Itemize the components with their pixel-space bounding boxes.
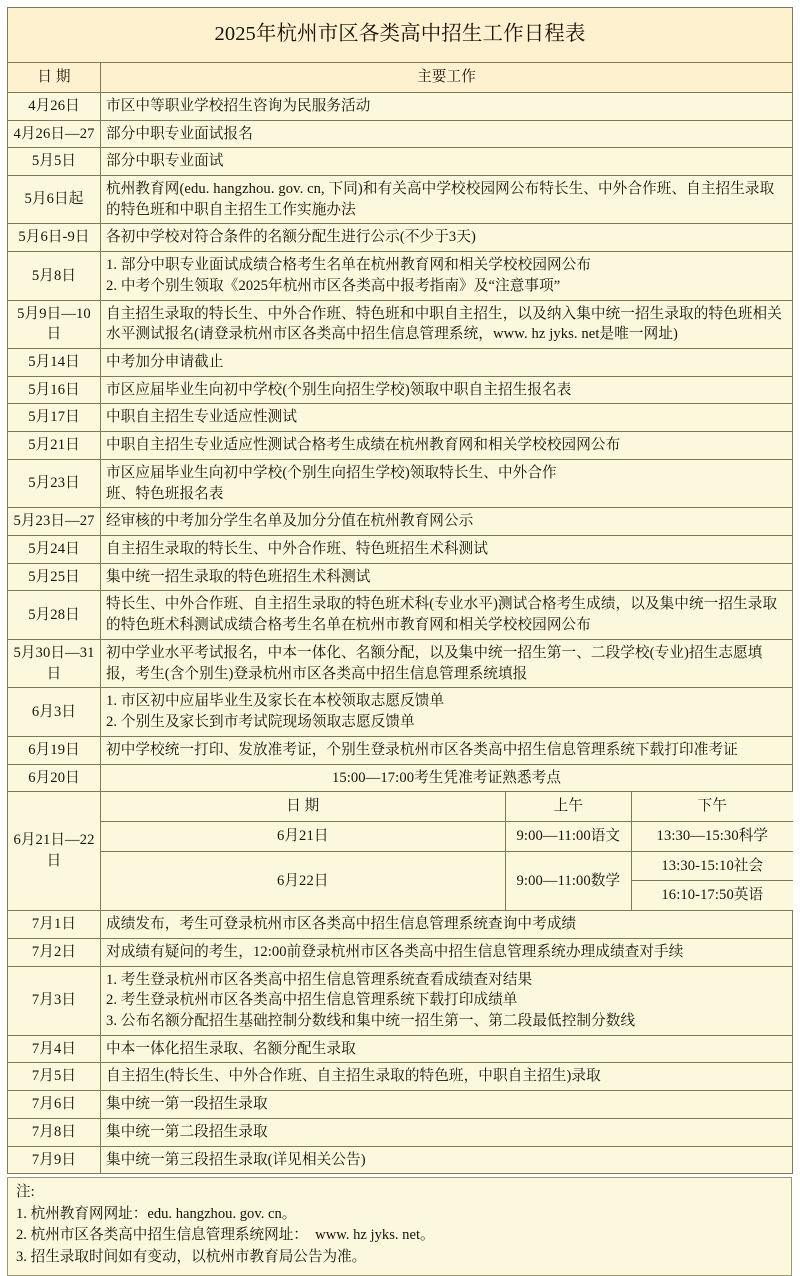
row-work-line: 集中统一第三段招生录取(详见相关公告) xyxy=(106,1151,366,1168)
row-date: 4月26日 xyxy=(8,92,101,120)
row-work-line: 杭州教育网(edu. hangzhou. gov. cn, 下同)和有关高中学校校园网公布特长生、中外合作班、自主招生录取 xyxy=(106,180,775,197)
row-date: 5月30日—31日 xyxy=(8,639,101,687)
title-row xyxy=(8,8,793,63)
row-work-line: 集中统一第一段招生录取 xyxy=(106,1096,268,1113)
exam-day-afternoon: 13:30—15:30科学 xyxy=(632,821,793,851)
exam-schedule-cell xyxy=(101,792,793,911)
row-work xyxy=(101,639,793,687)
row-work-line: 自主招生录取的特长生、中外合作班、特色班和中职自主招生，以及纳入集中统一招生录取的特色班相关 xyxy=(106,305,782,322)
row-work xyxy=(101,966,793,1035)
row-work-line: 初中学业水平考试报名，中本一体化、名额分配，以及集中统一招生第一、二段学校(专业)招生志愿填 xyxy=(106,644,763,661)
table-row xyxy=(8,966,793,1035)
exam-header-date: 日 期 xyxy=(101,792,505,821)
row-date: 6月19日 xyxy=(8,736,101,764)
schedule-table xyxy=(7,7,793,1174)
note-item: 2. 杭州市区各类高中招生信息管理系统网址： www. hz jyks. net。 xyxy=(16,1227,435,1244)
table-row xyxy=(8,1091,793,1119)
row-work xyxy=(101,591,793,639)
row-work xyxy=(101,688,793,736)
table-row xyxy=(8,349,793,377)
table-row xyxy=(8,938,793,966)
row-work-line: 2. 中考个别生领取《2025年杭州市区各类高中报考指南》及“注意事项” xyxy=(106,277,561,294)
row-work-line: 特长生、中外合作班、自主招生录取的特色班术科(专业水平)测试合格考生成绩，以及集中统一招生录取 xyxy=(106,596,778,613)
row-work xyxy=(101,911,793,939)
row-date: 7月6日 xyxy=(8,1091,101,1119)
table-row xyxy=(8,459,793,507)
row-work-line: 集中统一招生录取的特色班招生术科测试 xyxy=(106,568,371,585)
exam-block-date: 6月21日—22日 xyxy=(8,792,101,911)
row-work-line: 中职自主招生专业适应性测试 xyxy=(106,409,298,426)
row-work-line: 中本一体化招生录取、名额分配生录取 xyxy=(106,1040,356,1057)
row-date: 5月24日 xyxy=(8,536,101,564)
row-work-line: 自主招生录取的特长生、中外合作班、特色班招生术科测试 xyxy=(106,541,489,558)
table-row xyxy=(8,688,793,736)
row-date: 7月5日 xyxy=(8,1063,101,1091)
table-row xyxy=(8,376,793,404)
row-work xyxy=(101,432,793,460)
row-work-line: 班、特色班报名表 xyxy=(106,485,224,502)
exam-header-row xyxy=(101,792,793,821)
table-row xyxy=(8,432,793,460)
row-work-line: 自主招生(特长生、中外合作班、自主招生录取的特色班，中职自主招生)录取 xyxy=(106,1068,601,1085)
table-row xyxy=(8,252,793,300)
row-date: 5月14日 xyxy=(8,349,101,377)
row-work-line: 初中学校统一打印、发放准考证，个别生登录杭州市区各类高中招生信息管理系统下载打印准考证 xyxy=(106,741,738,758)
row-work xyxy=(101,736,793,764)
row-work-line: 市区中等职业学校招生咨询为民服务活动 xyxy=(106,97,371,114)
table-row xyxy=(8,92,793,120)
row-work xyxy=(101,1146,793,1174)
notes-block xyxy=(7,1177,792,1275)
row-date: 7月1日 xyxy=(8,911,101,939)
row-work xyxy=(101,1035,793,1063)
row-work-line: 中职自主招生专业适应性测试合格考生成绩在杭州教育网和相关学校校园网公布 xyxy=(106,437,621,454)
exam-day-date: 6月21日 xyxy=(101,821,505,851)
exam-day-date: 6月22日 xyxy=(101,851,505,910)
row-work-line: 15:00—17:00考生凭准考证熟悉考点 xyxy=(331,769,562,786)
row-date: 5月5日 xyxy=(8,148,101,176)
table-row xyxy=(8,508,793,536)
row-work xyxy=(101,376,793,404)
table-row xyxy=(8,1146,793,1174)
row-date: 7月2日 xyxy=(8,938,101,966)
row-date: 6月20日 xyxy=(8,764,101,792)
exam-day-morning: 9:00—11:00语文 xyxy=(505,821,632,851)
row-work xyxy=(101,938,793,966)
row-work-line: 2. 个别生及家长到市考试院现场领取志愿反馈单 xyxy=(106,714,415,731)
row-work xyxy=(101,175,793,223)
row-work xyxy=(101,459,793,507)
table-row xyxy=(8,404,793,432)
row-date: 5月23日 xyxy=(8,459,101,507)
column-header-work: 主要工作 xyxy=(101,63,793,93)
table-row xyxy=(8,175,793,223)
row-work-line: 成绩发布，考生可登录杭州市区各类高中招生信息管理系统查询中考成绩 xyxy=(106,916,577,933)
table-row xyxy=(8,1035,793,1063)
row-work xyxy=(101,1118,793,1146)
row-work-line: 集中统一第二段招生录取 xyxy=(106,1123,268,1140)
exam-header-morning: 上午 xyxy=(505,792,632,821)
row-work xyxy=(101,508,793,536)
row-work-line: 1. 考生登录杭州市区各类高中招生信息管理系统查看成绩查对结果 xyxy=(106,971,533,988)
row-work-line: 部分中职专业面试报名 xyxy=(106,125,253,142)
row-work-line: 水平测试报名(请登录杭州市区各类高中招生信息管理系统，www. hz jyks. net是唯一网址) xyxy=(106,326,678,343)
schedule-table-body xyxy=(8,8,793,1174)
exam-day-row xyxy=(101,851,793,881)
page-title: 2025年杭州市区各类高中招生工作日程表 xyxy=(8,8,793,63)
exam-day-afternoon: 16:10-17:50英语 xyxy=(632,881,793,910)
note-item: 3. 招生录取时间如有变动，以杭州市教育局公告为准。 xyxy=(16,1249,367,1266)
row-date: 7月9日 xyxy=(8,1146,101,1174)
note-item: 1. 杭州教育网网址：edu. hangzhou. gov. cn。 xyxy=(16,1205,297,1222)
row-work-line: 1. 市区初中应届毕业生及家长在本校领取志愿反馈单 xyxy=(106,693,445,710)
row-date: 5月28日 xyxy=(8,591,101,639)
row-work xyxy=(101,120,793,148)
row-work-line: 的特色班术科测试成绩合格考生名单在杭州市教育网和相关学校校园网公布 xyxy=(106,617,591,634)
table-row xyxy=(8,736,793,764)
table-row xyxy=(8,639,793,687)
exam-day-afternoon: 13:30-15:10社会 xyxy=(632,851,793,881)
exam-header-afternoon: 下午 xyxy=(632,792,793,821)
row-work xyxy=(101,1091,793,1119)
row-date: 5月16日 xyxy=(8,376,101,404)
row-work xyxy=(101,1063,793,1091)
table-row xyxy=(8,563,793,591)
row-date: 7月4日 xyxy=(8,1035,101,1063)
row-work-line: 的特色班和中职自主招生工作实施办法 xyxy=(106,201,356,218)
row-work xyxy=(101,536,793,564)
row-work-line: 部分中职专业面试 xyxy=(106,153,224,170)
exam-day-morning: 9:00—11:00数学 xyxy=(505,851,632,910)
row-work-line: 2. 考生登录杭州市区各类高中招生信息管理系统下载打印成绩单 xyxy=(106,992,518,1009)
row-date: 5月6日起 xyxy=(8,175,101,223)
table-row xyxy=(8,591,793,639)
row-date: 5月25日 xyxy=(8,563,101,591)
row-work xyxy=(101,764,793,792)
row-work-line: 市区应届毕业生向初中学校(个别生向招生学校)领取中职自主招生报名表 xyxy=(106,381,572,398)
row-work xyxy=(101,404,793,432)
row-work-line: 1. 部分中职专业面试成绩合格考生名单在杭州教育网和相关学校校园网公布 xyxy=(106,257,592,274)
row-work-line: 经审核的中考加分学生名单及加分分值在杭州教育网公示 xyxy=(106,513,474,530)
row-work-line: 3. 公布名额分配招生基础控制分数线和集中统一招生第一、第二段最低控制分数线 xyxy=(106,1012,636,1029)
row-date: 7月8日 xyxy=(8,1118,101,1146)
row-date: 6月3日 xyxy=(8,688,101,736)
row-work xyxy=(101,349,793,377)
row-date: 4月26日—27 xyxy=(8,120,101,148)
row-date: 7月3日 xyxy=(8,966,101,1035)
row-work xyxy=(101,252,793,300)
exam-schedule-table xyxy=(101,792,793,910)
table-row xyxy=(8,764,793,792)
column-header-date: 日 期 xyxy=(8,63,101,93)
exam-schedule-row xyxy=(8,792,793,911)
exam-day-row xyxy=(101,821,793,851)
table-row xyxy=(8,224,793,252)
row-work xyxy=(101,92,793,120)
row-date: 5月23日—27 xyxy=(8,508,101,536)
row-date: 5月17日 xyxy=(8,404,101,432)
header-row xyxy=(8,63,793,93)
row-work xyxy=(101,300,793,348)
row-work-line: 中考加分申请截止 xyxy=(106,354,224,371)
row-work xyxy=(101,563,793,591)
row-date: 5月9日—10日 xyxy=(8,300,101,348)
table-row xyxy=(8,1118,793,1146)
row-work-line: 报，考生(含个别生)登录杭州市区各类高中招生信息管理系统填报 xyxy=(106,665,528,682)
notes-heading: 注: xyxy=(16,1184,35,1201)
row-work-line: 各初中学校对符合条件的名额分配生进行公示(不少于3天) xyxy=(106,229,476,246)
table-row xyxy=(8,120,793,148)
table-row xyxy=(8,148,793,176)
row-date: 5月21日 xyxy=(8,432,101,460)
row-date: 5月6日-9日 xyxy=(8,224,101,252)
table-row xyxy=(8,536,793,564)
table-row xyxy=(8,300,793,348)
row-work xyxy=(101,224,793,252)
row-work-line: 对成绩有疑问的考生，12:00前登录杭州市区各类高中招生信息管理系统办理成绩查对手续 xyxy=(106,943,684,960)
table-row xyxy=(8,911,793,939)
row-work xyxy=(101,148,793,176)
row-date: 5月8日 xyxy=(8,252,101,300)
row-work-line: 市区应届毕业生向初中学校(个别生向招生学校)领取特长生、中外合作 xyxy=(106,464,557,481)
table-row xyxy=(8,1063,793,1091)
